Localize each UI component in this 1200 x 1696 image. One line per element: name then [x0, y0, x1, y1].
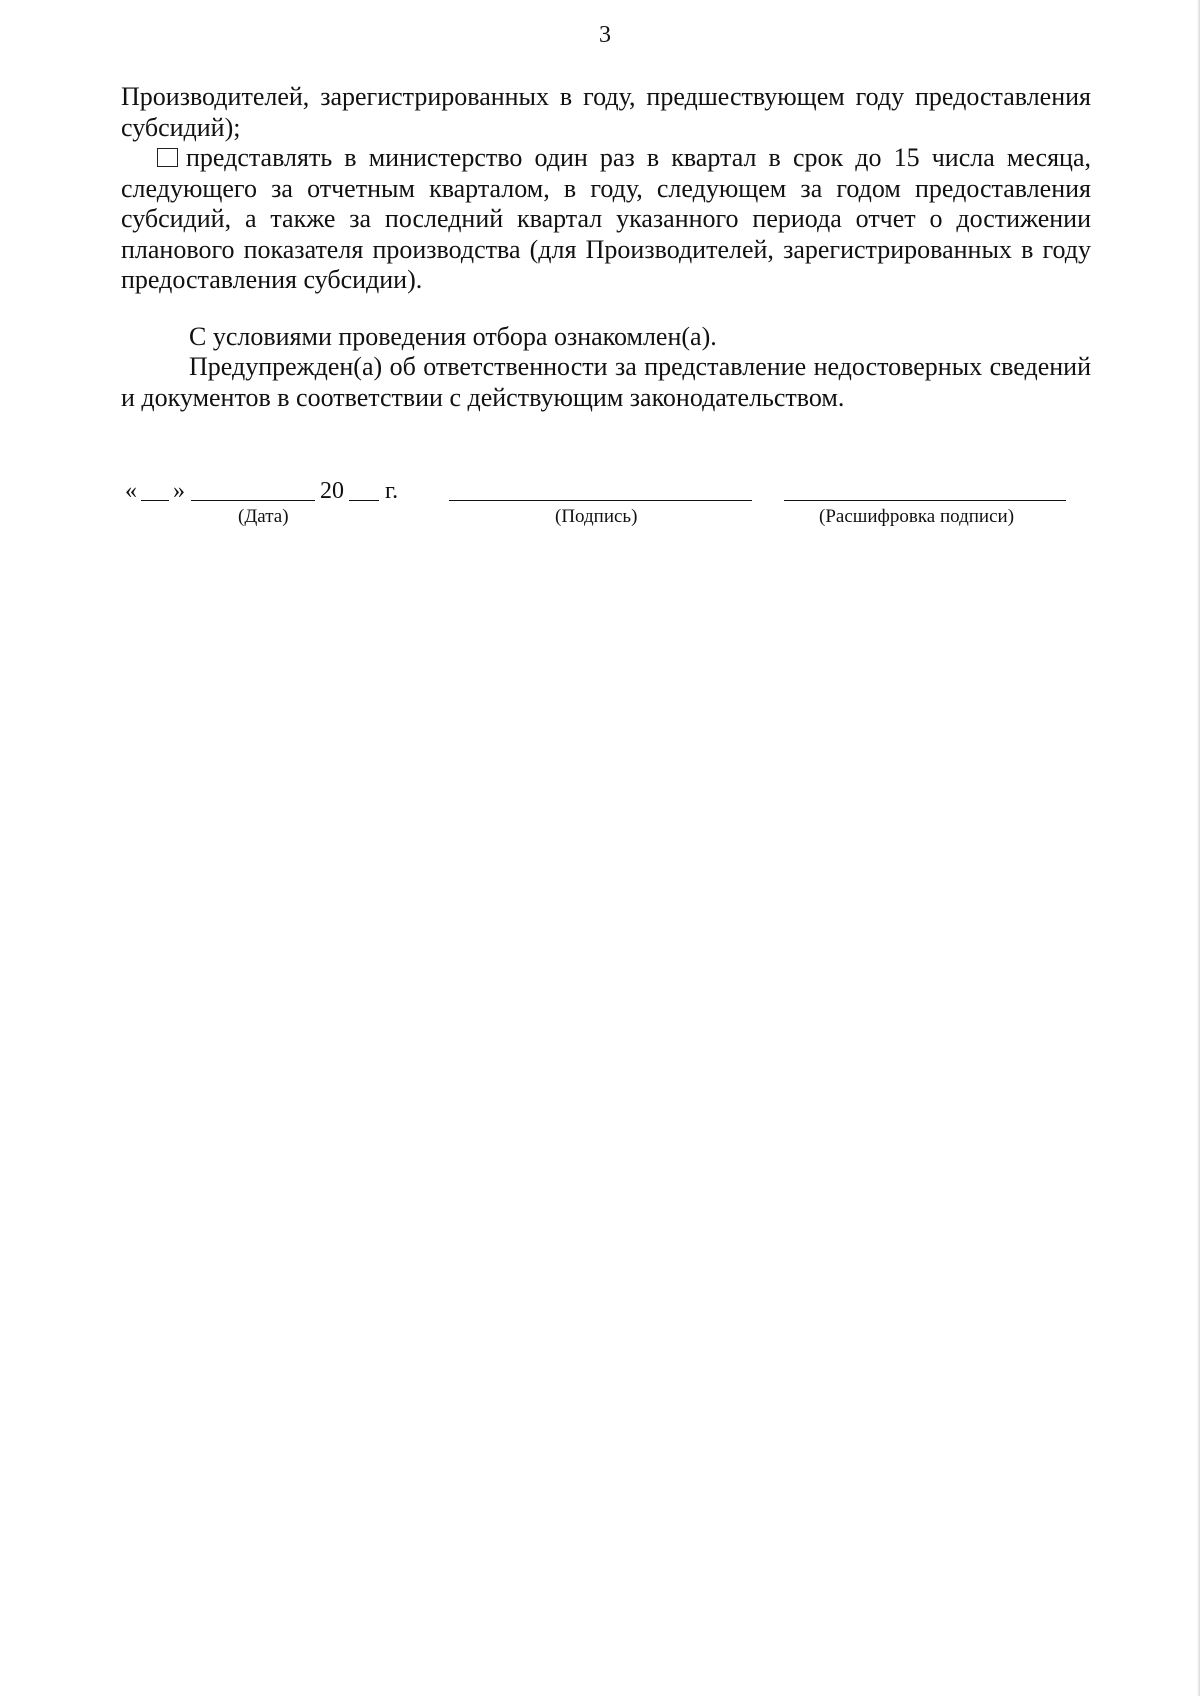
- paragraph-producers-registered: Производителей, зарегистрированных в году, предшествующем году предоставления субсидий);: [121, 82, 1091, 142]
- paragraph-acknowledged: С условиями проведения отбора ознакомлен(а).: [189, 321, 717, 351]
- page-number: 3: [599, 22, 611, 48]
- paragraph-gap: [121, 296, 1091, 322]
- year-prefix: 20: [320, 478, 344, 504]
- signature-decoding-caption: (Расшифровка подписи): [819, 506, 1015, 527]
- signature-decoding-line[interactable]: [784, 500, 1066, 501]
- signature-line[interactable]: [449, 500, 752, 501]
- date-caption: (Дата): [238, 506, 289, 527]
- date-quote-open: «: [125, 478, 137, 504]
- paragraph-quarterly-report-text: представлять в министерство один раз в квартал в срок до 15 числа месяца, следующего за отчетным кварталом, в году, следующем за годом предоставления субсидий, а также за последний квартал указанного периода отчет о достижении планового показателя производства (для Производителей, зарегистрированных в году предоставления субсидии).: [121, 143, 1091, 294]
- day-blank-line[interactable]: [141, 500, 169, 501]
- checkbox-icon[interactable]: [157, 148, 178, 167]
- paragraph-quarterly-report: [121, 143, 1091, 296]
- body-text: [121, 82, 1091, 413]
- signature-caption: (Подпись): [555, 506, 638, 527]
- month-blank-line[interactable]: [191, 500, 315, 501]
- date-quote-close: »: [173, 478, 185, 504]
- paragraph-warned: Предупрежден(а) об ответственности за представление недостоверных сведений и документов в соответствии с действующим законодательством.: [121, 352, 1091, 412]
- year-blank-line[interactable]: [349, 500, 379, 501]
- year-suffix: г.: [385, 478, 399, 504]
- signature-row: [121, 478, 1101, 538]
